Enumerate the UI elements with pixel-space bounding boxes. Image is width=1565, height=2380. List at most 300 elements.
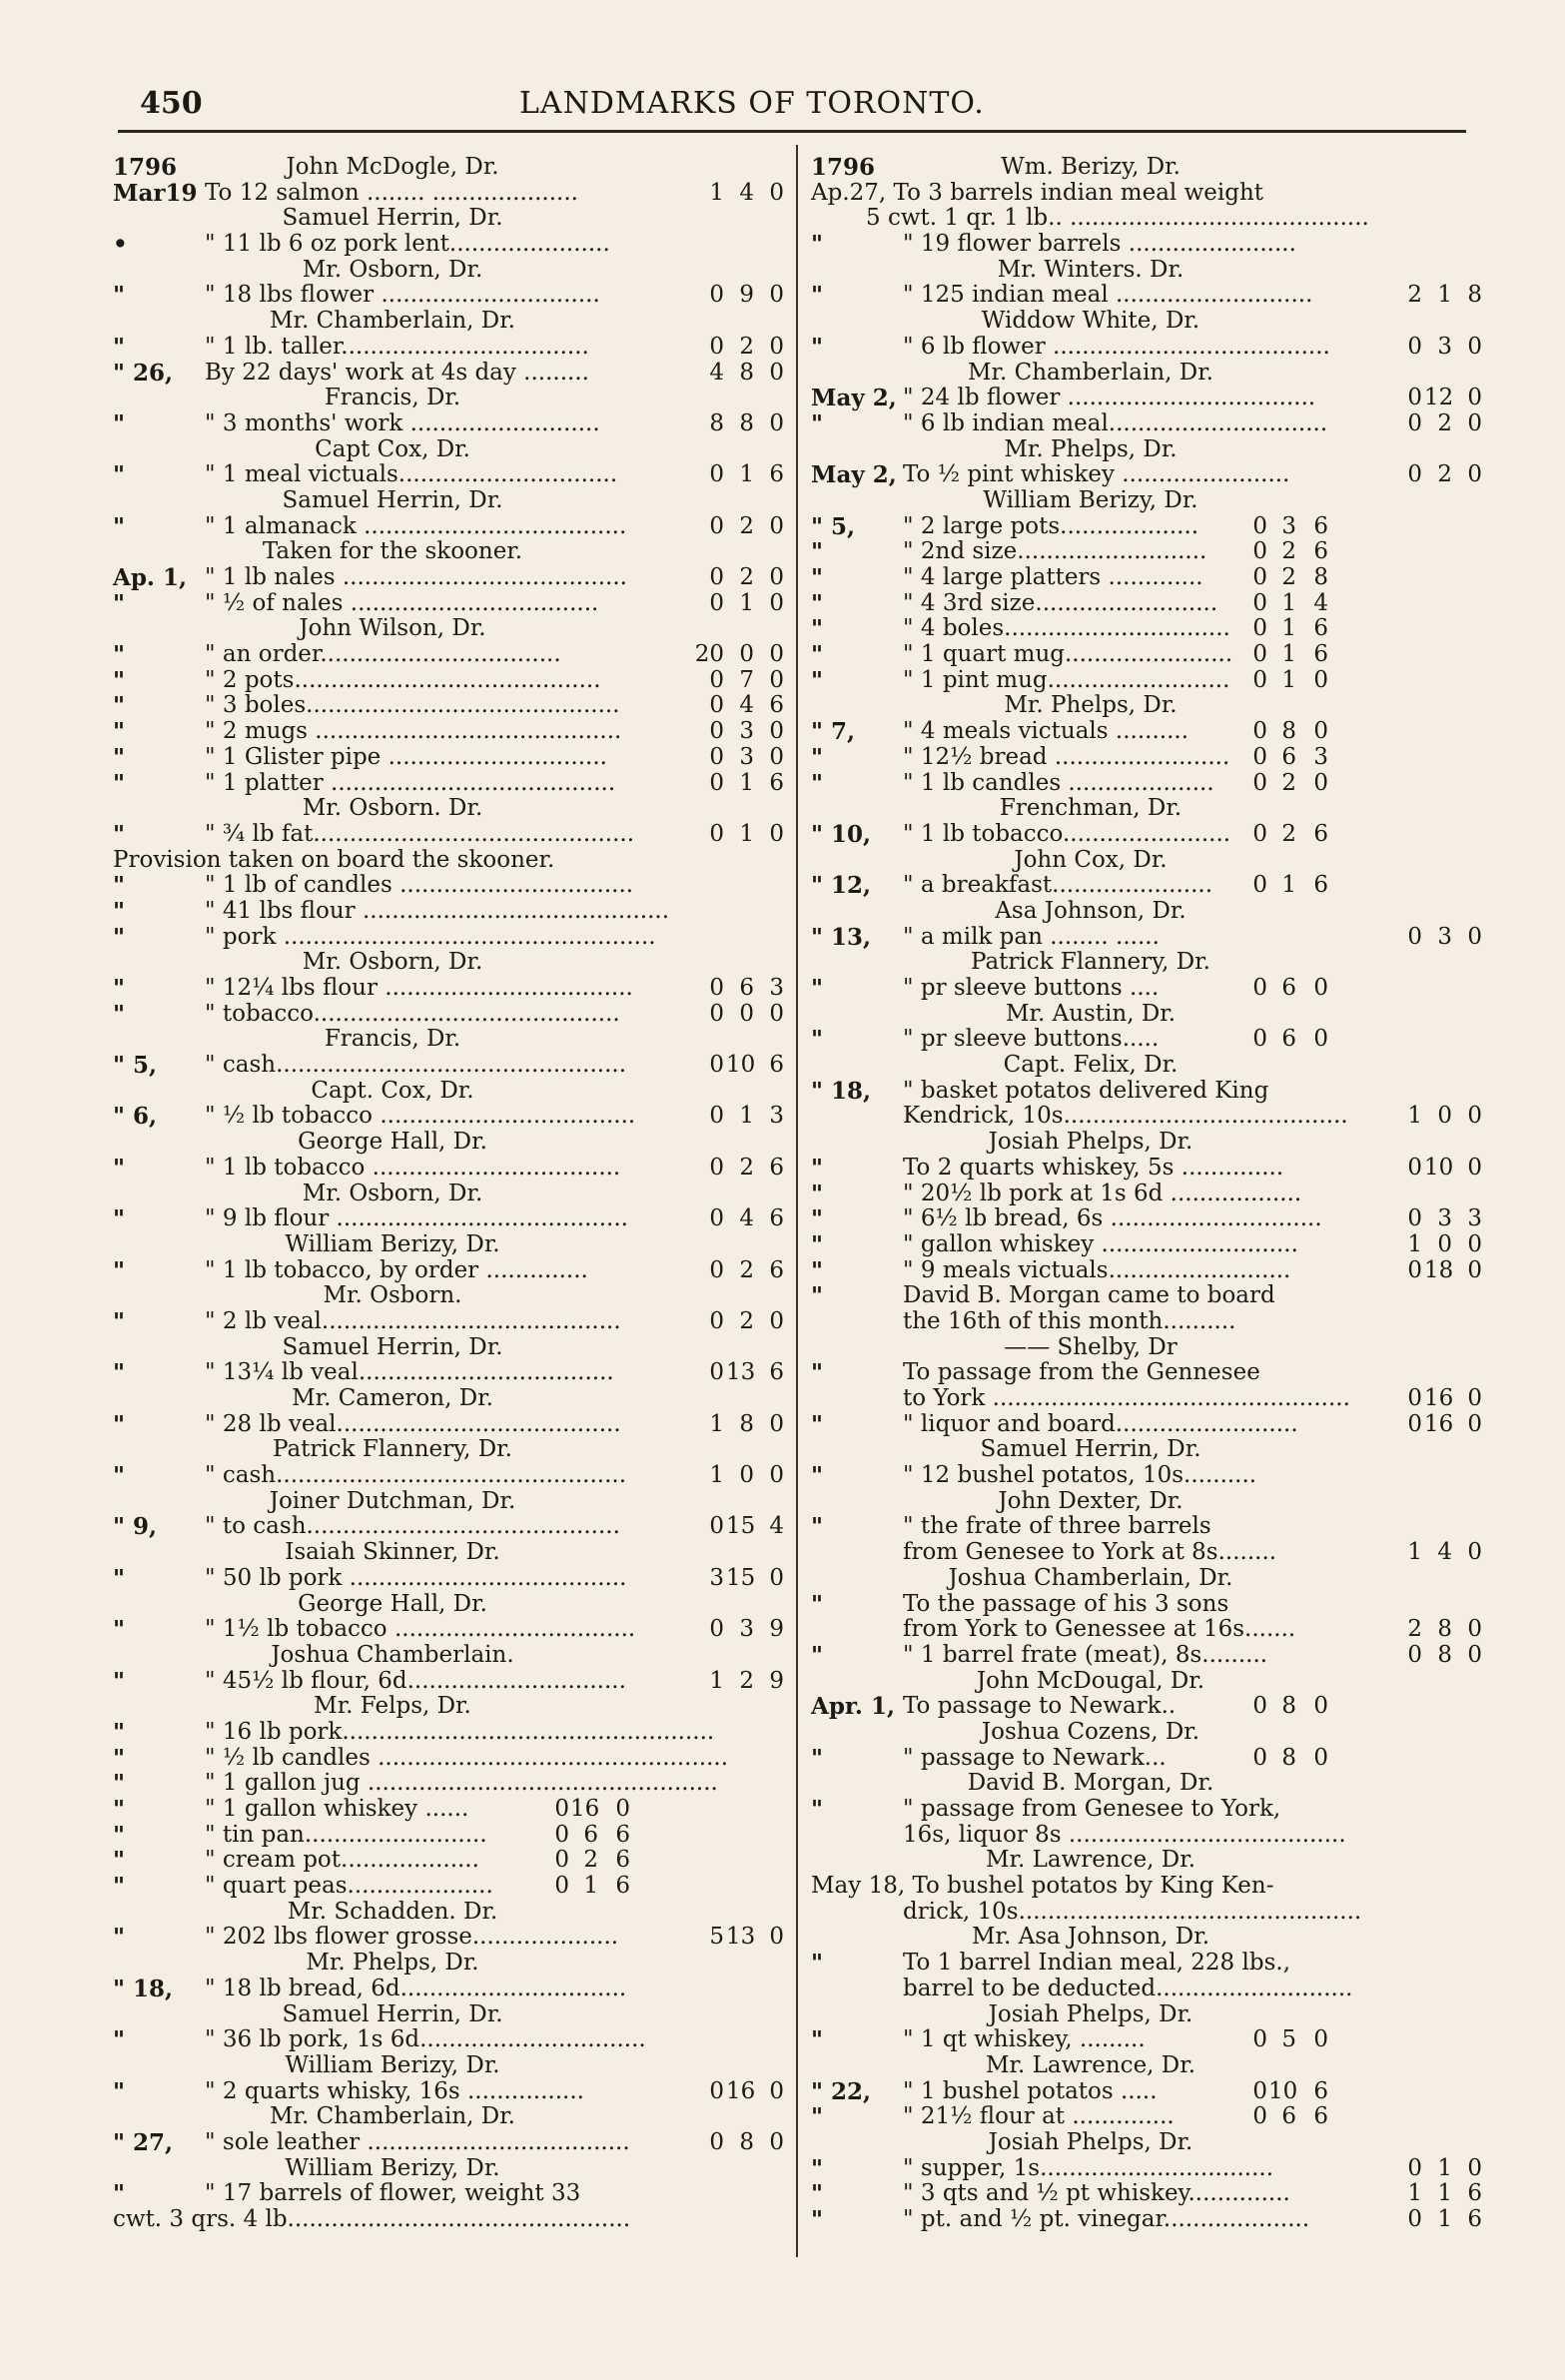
ledger-pounds: 0 <box>709 1052 724 1079</box>
ledger-date: Mar19 <box>113 179 198 207</box>
ledger-date: " <box>113 1924 125 1952</box>
ledger-line <box>113 1104 782 1130</box>
ledger-pounds: 0 <box>1252 564 1267 590</box>
ledger-pounds: 0 <box>709 820 724 847</box>
ledger-line <box>811 232 1480 258</box>
ledger-text: John Cox, Dr. <box>1014 846 1168 873</box>
ledger-pence: 0 <box>1467 1256 1482 1283</box>
ledger-line <box>113 771 782 797</box>
ledger-date: " <box>113 1847 125 1875</box>
account-heading <box>811 1720 1480 1746</box>
ledger-text: " 1 barrel frate (meat), 8s......... <box>903 1641 1268 1668</box>
ledger-shillings: 2 <box>739 1256 754 1283</box>
ledger-date: " <box>113 820 125 848</box>
account-heading <box>811 1437 1480 1463</box>
ledger-pence: 3 <box>769 1103 784 1130</box>
ledger-text: 16s, liquor 8s ...................................... <box>903 1821 1346 1848</box>
ledger-text: Mr. Osborn, Dr. <box>302 949 483 976</box>
account-heading <box>811 1130 1480 1156</box>
ledger-shillings: 2 <box>1281 769 1296 796</box>
ledger-text: " 4 meals victuals .......... <box>903 718 1189 745</box>
ledger-text: To passage from the Gennesee <box>903 1359 1260 1386</box>
ledger-pounds: 0 <box>1252 718 1267 745</box>
ledger-text: " 41 lbs flour .......................................... <box>205 897 670 924</box>
ledger-pence: 0 <box>1467 461 1482 488</box>
ledger-line <box>811 462 1480 488</box>
ledger-pounds: 1 <box>1407 1103 1422 1130</box>
ledger-text: " 11 lb 6 oz pork lent...................... <box>205 231 610 258</box>
ledger-text: " 16 lb pork................................................... <box>205 1718 715 1745</box>
ledger-pounds: 0 <box>709 769 724 796</box>
ledger-pounds: 1 <box>709 179 724 206</box>
ledger-text: " passage from Genesee to York, <box>903 1796 1281 1822</box>
ledger-text: Mr. Osborn. Dr. <box>302 795 483 822</box>
ledger-shillings: 2 <box>739 512 754 539</box>
ledger-date: " <box>113 2180 125 2208</box>
ledger-shillings: 2 <box>1437 461 1452 488</box>
ledger-text: Francis, Dr. <box>324 385 461 411</box>
ledger-pence: 0 <box>769 743 784 770</box>
ledger-text: Provision taken on board the skooner. <box>113 846 555 873</box>
ledger-text: " liquor and board......................... <box>903 1410 1298 1437</box>
ledger-shillings: 1 <box>583 1873 598 1900</box>
account-heading <box>113 2053 782 2079</box>
ledger-text: " 21½ flour at .............. <box>903 2103 1174 2130</box>
ledger-pounds: 0 <box>1407 1154 1422 1181</box>
ledger-text: " ½ lb tobacco ................................... <box>205 1103 636 1130</box>
ledger-line <box>113 1258 782 1284</box>
ledger-text: " a milk pan ........ ...... <box>903 923 1160 950</box>
ledger-line <box>113 1309 782 1335</box>
ledger-shillings: 15 <box>726 1513 756 1540</box>
ledger-pence: 0 <box>769 564 784 590</box>
account-heading <box>113 1900 782 1926</box>
ledger-pence: 3 <box>769 975 784 1001</box>
ledger-text: " 3 qts and ½ pt whiskey.............. <box>903 2180 1290 2207</box>
ledger-text: " 1 Glister pipe .............................. <box>205 743 607 770</box>
ledger-text: Mr. Austin, Dr. <box>1005 1000 1176 1027</box>
ledger-shillings: 3 <box>1281 512 1296 539</box>
ledger-pounds: 0 <box>1407 2154 1422 2181</box>
ledger-date: " <box>113 769 125 797</box>
ledger-pence: 4 <box>769 1513 784 1540</box>
ledger-date: " <box>811 1180 823 1207</box>
ledger-line <box>811 1797 1480 1823</box>
ledger-pence: 0 <box>769 1462 784 1489</box>
ledger-line <box>113 1669 782 1695</box>
ledger-text: " 3 boles........................................... <box>205 692 620 719</box>
ledger-date: " <box>113 975 125 1002</box>
account-heading <box>811 2053 1480 2079</box>
account-heading <box>811 1002 1480 1028</box>
ledger-line <box>811 283 1480 309</box>
ledger-text: " 1 quart mug....................... <box>903 641 1233 668</box>
ledger-date: " 27, <box>113 2128 174 2156</box>
account-heading <box>113 2156 782 2182</box>
ledger-pence: 0 <box>769 2077 784 2104</box>
ledger-line <box>113 565 782 591</box>
ledger-line <box>113 925 782 951</box>
ledger-shillings: 2 <box>1281 564 1296 590</box>
ledger-date: " <box>113 872 125 900</box>
ledger-line <box>811 1360 1480 1386</box>
ledger-line <box>811 1079 1480 1105</box>
account-heading <box>811 155 1480 181</box>
ledger-pounds: 0 <box>709 718 724 745</box>
ledger-text: Capt Cox, Dr. <box>315 435 470 462</box>
ledger-pence: 0 <box>1467 1410 1482 1437</box>
ledger-date: " <box>811 231 823 259</box>
ledger-shillings: 12 <box>1424 385 1454 411</box>
page-number: 450 <box>140 86 203 121</box>
ledger-shillings: 2 <box>739 333 754 360</box>
ledger-pounds: 0 <box>1407 1256 1422 1283</box>
ledger-pence: 0 <box>1313 666 1328 693</box>
ledger-date: " <box>811 282 823 310</box>
ledger-line <box>811 976 1480 1002</box>
ledger-date: " <box>113 1000 125 1028</box>
ledger-shillings: 6 <box>1281 743 1296 770</box>
ledger-pounds: 8 <box>709 409 724 436</box>
account-heading <box>811 1848 1480 1874</box>
ledger-pounds: 0 <box>1407 1205 1422 1232</box>
ledger-shillings: 5 <box>1281 2026 1296 2053</box>
ledger-date: " <box>811 1026 823 1054</box>
ledger-date: " <box>113 1821 125 1849</box>
ledger-text: Mr. Osborn. <box>323 1282 462 1309</box>
ledger-pounds: 0 <box>709 282 724 309</box>
ledger-date: " <box>811 666 823 694</box>
ledger-shillings: 3 <box>1437 1205 1452 1232</box>
ledger-text: " 1 lb candles .................... <box>903 769 1214 796</box>
ledger-pence: 6 <box>769 1052 784 1079</box>
ledger-pence: 0 <box>769 666 784 693</box>
account-heading <box>113 539 782 565</box>
account-heading <box>811 848 1480 874</box>
ledger-date: " <box>113 1667 125 1695</box>
ledger-text: " 1 almanack .................................... <box>205 512 627 539</box>
ledger-pence: 0 <box>1467 1385 1482 1411</box>
ledger-date: • <box>113 231 128 259</box>
ledger-pounds: 0 <box>709 1000 724 1027</box>
ledger-text: John McDougal, Dr. <box>976 1667 1205 1694</box>
ledger-line <box>113 822 782 848</box>
ledger-pounds: 0 <box>554 1873 569 1900</box>
ledger-date: " <box>811 2026 823 2054</box>
ledger-text: " 1 lb. taller.................................. <box>205 333 589 360</box>
ledger-text: —— Shelby, Dr <box>1004 1333 1177 1360</box>
ledger-pence: 0 <box>1313 769 1328 796</box>
ledger-date: " <box>113 718 125 746</box>
ledger-pence: 0 <box>769 1000 784 1027</box>
ledger-line <box>113 873 782 899</box>
ledger-line <box>811 565 1480 591</box>
ledger-text: Mr. Osborn, Dr. <box>302 256 483 283</box>
ledger-pence: 0 <box>769 282 784 309</box>
ledger-pounds: 0 <box>1407 333 1422 360</box>
ledger-text: " 1 lb of candles ................................ <box>205 872 634 899</box>
ledger-line <box>113 514 782 540</box>
ledger-shillings: 1 <box>1281 641 1296 668</box>
ledger-shillings: 7 <box>739 666 754 693</box>
ledger-text: " 2nd size.......................... <box>903 538 1207 565</box>
ledger-text: " 45½ lb flour, 6d.............................. <box>205 1667 626 1694</box>
ledger-pence: 0 <box>769 1307 784 1334</box>
ledger-line <box>113 1002 782 1028</box>
ledger-text: To 1 barrel Indian meal, 228 lbs., <box>903 1950 1291 1977</box>
ledger-text: cwt. 3 qrs. 4 lb............................................... <box>113 2206 631 2232</box>
ledger-line <box>113 411 782 437</box>
ledger-text: Mr. Felps, Dr. <box>314 1693 471 1720</box>
ledger-pounds: 0 <box>1407 1410 1422 1437</box>
ledger-text: " 3 months' work .......................... <box>205 409 600 436</box>
ledger-shillings: 6 <box>1281 2103 1296 2130</box>
ledger-shillings: 10 <box>726 1052 756 1079</box>
ledger-shillings: 0 <box>739 1462 754 1489</box>
ledger-text: Josiah Phelps, Dr. <box>988 2000 1193 2027</box>
ledger-text: Ap.27, To 3 barrels indian meal weight <box>811 179 1264 206</box>
ledger-text: Joshua Chamberlain. <box>271 1641 514 1668</box>
ledger-date: " <box>811 641 823 669</box>
ledger-text: " 19 flower barrels ....................... <box>903 231 1296 258</box>
ledger-line <box>811 1874 1480 1900</box>
ledger-text: " 125 indian meal ........................... <box>903 282 1313 309</box>
ledger-pence: 6 <box>1313 872 1328 899</box>
ledger-date: " <box>113 692 125 720</box>
account-heading <box>811 1489 1480 1515</box>
ledger-pounds: 1 <box>709 1410 724 1437</box>
ledger-shillings: 4 <box>739 179 754 206</box>
ledger-text: Asa Johnson, Dr. <box>995 897 1186 924</box>
ledger-line <box>811 745 1480 771</box>
ledger-text: John Wilson, Dr. <box>299 615 486 642</box>
ledger-date: " <box>113 1564 125 1592</box>
ledger-text: Samuel Herrin, Dr. <box>282 2000 503 2027</box>
ledger-line <box>811 1540 1480 1566</box>
ledger-line <box>113 2079 782 2105</box>
ledger-pounds: 0 <box>554 1796 569 1822</box>
ledger-line <box>113 1360 782 1386</box>
ledger-line <box>113 693 782 719</box>
ledger-pence: 6 <box>1313 820 1328 847</box>
ledger-date: " <box>811 564 823 591</box>
ledger-pence: 6 <box>1313 538 1328 565</box>
ledger-shillings: 4 <box>1437 1539 1452 1566</box>
ledger-pounds: 0 <box>709 1359 724 1386</box>
ledger-shillings: 1 <box>1437 2180 1452 2207</box>
ledger-text: " 4 3rd size......................... <box>903 589 1218 616</box>
ledger-line <box>811 335 1480 361</box>
ledger-pounds: 0 <box>1252 2077 1267 2104</box>
ledger-line <box>113 976 782 1002</box>
ledger-pounds: 0 <box>709 1256 724 1283</box>
account-heading <box>811 488 1480 514</box>
ledger-date: " <box>113 1770 125 1798</box>
ledger-shillings: 16 <box>1424 1410 1454 1437</box>
ledger-date: " <box>113 743 125 771</box>
ledger-date: " <box>811 1410 823 1438</box>
ledger-text: " 20½ lb pork at 1s 6d .................. <box>903 1180 1302 1206</box>
ledger-pounds: 0 <box>709 1616 724 1643</box>
ledger-pounds: 0 <box>1252 1026 1267 1053</box>
ledger-line <box>811 411 1480 437</box>
ledger-date: " <box>113 282 125 310</box>
ledger-shillings: 1 <box>1281 872 1296 899</box>
ledger-line <box>811 1977 1480 2002</box>
ledger-text: " 2 pots.......................................... <box>205 666 601 693</box>
ledger-pence: 0 <box>615 1796 630 1822</box>
ledger-shillings: 3 <box>1437 923 1452 950</box>
ledger-pounds: 0 <box>1252 512 1267 539</box>
ledger-line <box>811 1514 1480 1540</box>
ledger-pence: 6 <box>615 1821 630 1848</box>
ledger-pounds: 0 <box>709 2128 724 2155</box>
ledger-text: Patrick Flannery, Dr. <box>971 949 1210 976</box>
ledger-line <box>113 1617 782 1643</box>
ledger-pounds: 1 <box>1407 1539 1422 1566</box>
ledger-pounds: 0 <box>709 1307 724 1334</box>
ledger-shillings: 3 <box>1437 333 1452 360</box>
ledger-date: " <box>811 1796 823 1823</box>
ledger-date: " <box>811 2180 823 2208</box>
account-heading <box>113 950 782 976</box>
ledger-date: " 26, <box>113 359 174 387</box>
account-heading <box>811 1053 1480 1079</box>
ledger-shillings: 2 <box>739 1307 754 1334</box>
ledger-pounds: 0 <box>709 1154 724 1181</box>
right-ledger-column <box>811 155 1480 2233</box>
ledger-line <box>113 745 782 771</box>
ledger-line <box>113 2027 782 2053</box>
ledger-shillings: 0 <box>1437 1230 1452 1257</box>
ledger-text: " 6½ lb bread, 6s ............................. <box>903 1205 1322 1232</box>
ledger-text: Samuel Herrin, Dr. <box>980 1436 1201 1463</box>
ledger-shillings: 4 <box>739 692 754 719</box>
ledger-date: " <box>811 589 823 617</box>
ledger-date: " <box>811 2154 823 2182</box>
account-heading <box>113 1643 782 1669</box>
ledger-date: Apr. 1, <box>811 1693 895 1721</box>
ledger-pounds: 0 <box>709 589 724 616</box>
ledger-pounds: 0 <box>709 512 724 539</box>
page-header <box>140 86 1478 126</box>
account-heading <box>113 616 782 642</box>
ledger-text: " ¾ lb fat............................................ <box>205 820 635 847</box>
ledger-date: " 22, <box>811 2077 872 2105</box>
account-heading <box>811 1669 1480 1695</box>
ledger-line <box>811 1951 1480 1977</box>
ledger-shillings: 16 <box>726 2077 756 2104</box>
ledger-pence: 0 <box>769 179 784 206</box>
ledger-text: " pr sleeve buttons .... <box>903 975 1160 1001</box>
ledger-pence: 0 <box>769 1410 784 1437</box>
ledger-text: Patrick Flannery, Dr. <box>273 1436 512 1463</box>
ledger-text: To 2 quarts whiskey, 5s .............. <box>903 1154 1284 1181</box>
ledger-text: David B. Morgan, Dr. <box>967 1770 1214 1797</box>
ledger-text: Capt. Felix, Dr. <box>1003 1052 1178 1079</box>
ledger-text: Frenchman, Dr. <box>999 795 1182 822</box>
ledger-pence: 4 <box>1313 589 1328 616</box>
ledger-pence: 0 <box>1313 2026 1328 2053</box>
ledger-pence: 0 <box>1313 1026 1328 1053</box>
ledger-shillings: 8 <box>739 1410 754 1437</box>
ledger-line <box>113 1514 782 1540</box>
ledger-shillings: 8 <box>1437 1641 1452 1668</box>
ledger-text: " sole leather .................................... <box>205 2128 630 2155</box>
ledger-date: " <box>811 1513 823 1541</box>
account-heading <box>113 437 782 463</box>
ledger-text: Wm. Berizy, Dr. <box>1001 154 1180 180</box>
ledger-shillings: 8 <box>739 359 754 386</box>
ledger-line <box>811 719 1480 745</box>
ledger-shillings: 6 <box>583 1821 598 1848</box>
ledger-pounds: 0 <box>709 564 724 590</box>
ledger-line <box>113 1925 782 1951</box>
ledger-shillings: 2 <box>739 1667 754 1694</box>
ledger-text: " 6 lb flower ...................................... <box>903 333 1330 360</box>
ledger-line <box>113 1053 782 1079</box>
ledger-pence: 6 <box>1313 615 1328 642</box>
ledger-pence: 6 <box>1467 2180 1482 2207</box>
ledger-pence: 0 <box>769 718 784 745</box>
ledger-text: George Hall, Dr. <box>298 1590 487 1617</box>
ledger-line <box>113 181 782 207</box>
ledger-pounds: 0 <box>709 1513 724 1540</box>
ledger-line <box>811 2104 1480 2130</box>
ledger-shillings: 13 <box>726 1359 756 1386</box>
ledger-line <box>811 873 1480 899</box>
ledger-text: " 1½ lb tobacco ................................. <box>205 1616 636 1643</box>
ledger-text: Mr. Cameron, Dr. <box>292 1385 493 1411</box>
ledger-pounds: 1 <box>1407 2180 1422 2207</box>
ledger-pounds: 0 <box>1252 975 1267 1001</box>
ledger-text: William Berizy, Dr. <box>285 1230 500 1257</box>
ledger-pence: 6 <box>615 1873 630 1900</box>
ledger-line <box>113 591 782 617</box>
ledger-text: Mr. Winters. Dr. <box>997 256 1184 283</box>
ledger-pence: 0 <box>1467 333 1482 360</box>
ledger-date: " <box>113 1462 125 1490</box>
ledger-date: " <box>113 512 125 540</box>
ledger-shillings: 2 <box>583 1847 598 1874</box>
ledger-date: " 9, <box>113 1513 158 1541</box>
account-heading <box>113 1079 782 1105</box>
ledger-date: " <box>811 1950 823 1978</box>
ledger-date: " <box>811 1256 823 1284</box>
ledger-line <box>113 899 782 925</box>
running-title: LANDMARKS OF TORONTO. <box>519 86 985 121</box>
ledger-date: Ap. 1, <box>113 564 187 591</box>
ledger-pence: 3 <box>1313 743 1328 770</box>
ledger-pounds: 2 <box>1407 1616 1422 1643</box>
ledger-pounds: 5 <box>709 1924 724 1951</box>
ledger-date: " <box>113 1410 125 1438</box>
ledger-text: " pork ................................................... <box>205 923 656 950</box>
ledger-text: " to cash........................................... <box>205 1513 620 1540</box>
ledger-date: " <box>811 1590 823 1618</box>
ledger-shillings: 8 <box>1281 1693 1296 1720</box>
ledger-line <box>113 1797 782 1823</box>
ledger-pence: 0 <box>1467 1641 1482 1668</box>
ledger-pence: 0 <box>769 2128 784 2155</box>
ledger-text: Mr. Osborn, Dr. <box>302 1180 483 1206</box>
ledger-line <box>811 1463 1480 1489</box>
ledger-pence: 0 <box>1467 1230 1482 1257</box>
ledger-text: " ½ of nales .................................. <box>205 589 599 616</box>
account-heading <box>113 1437 782 1463</box>
ledger-pence: 0 <box>1467 409 1482 436</box>
ledger-pounds: 0 <box>554 1847 569 1874</box>
